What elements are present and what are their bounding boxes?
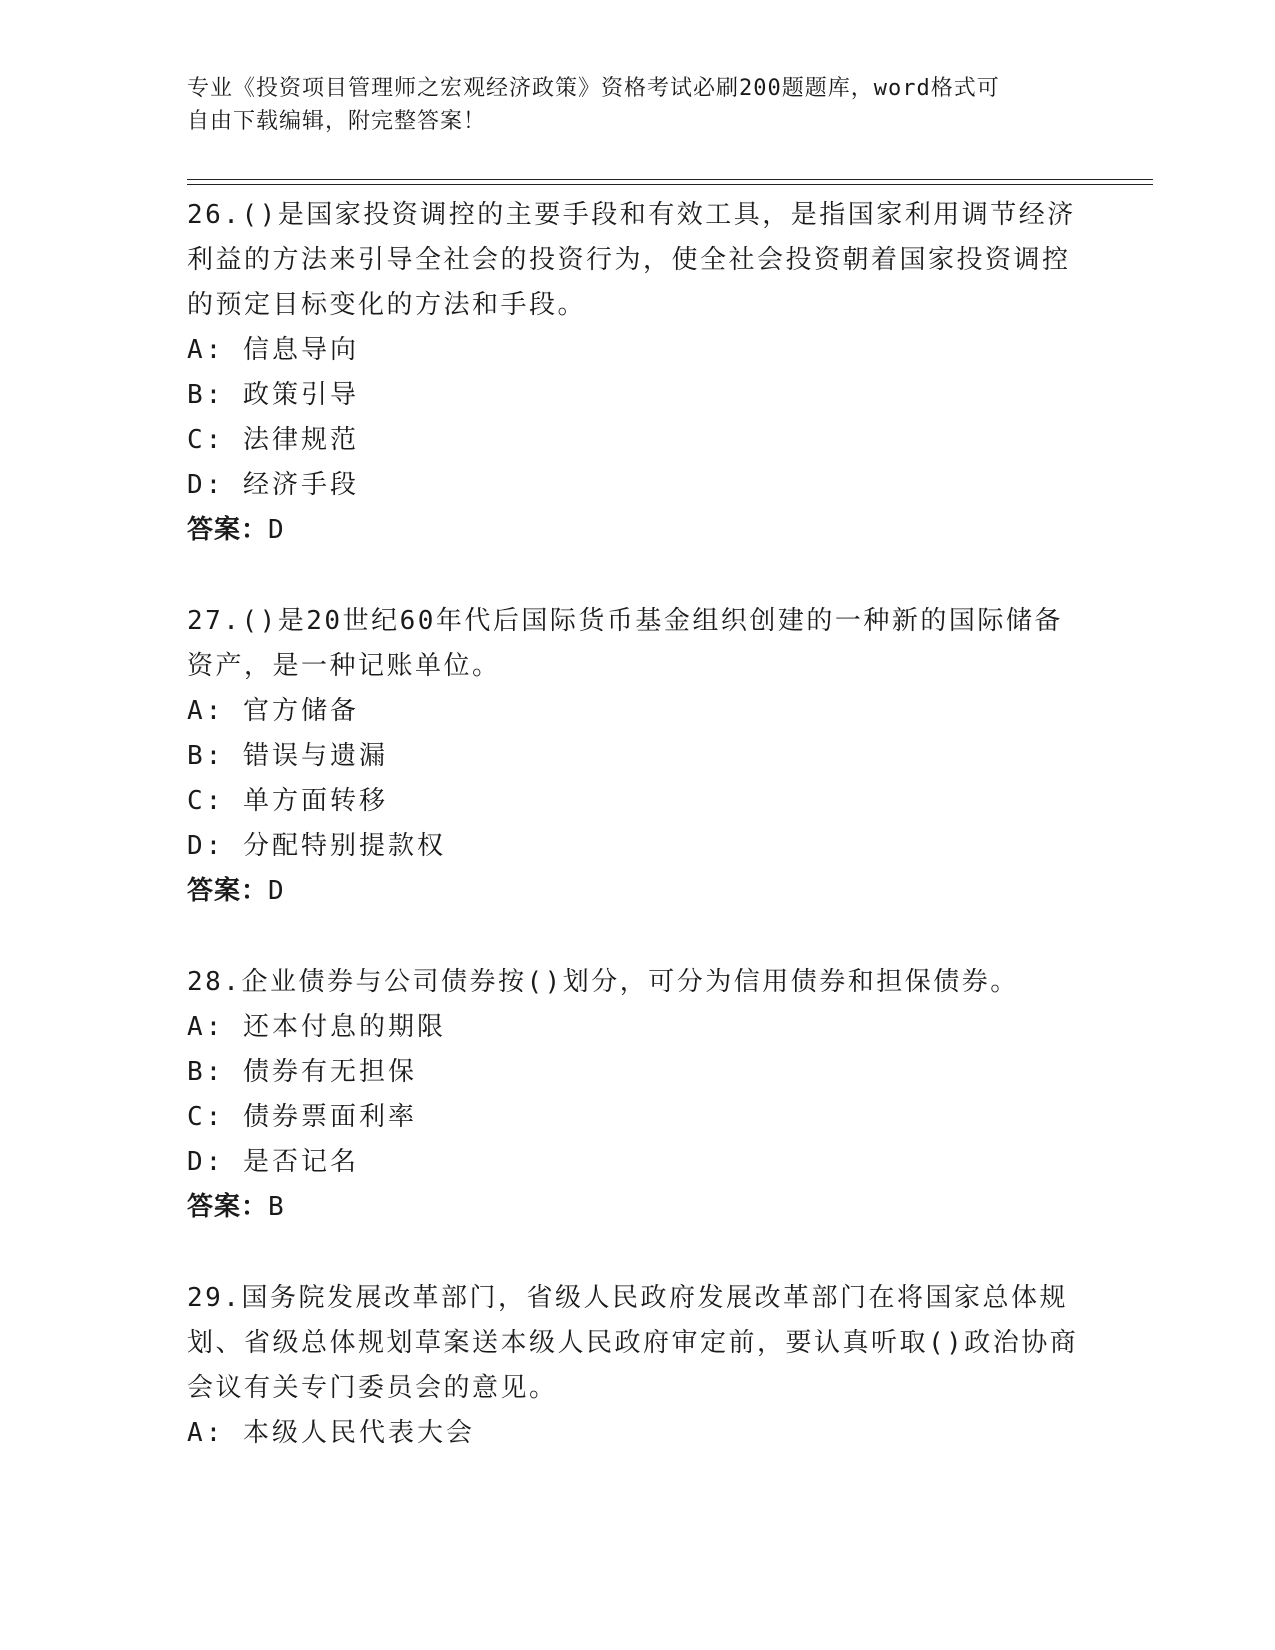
option-b: B: 债券有无担保 bbox=[187, 1057, 417, 1087]
question-26 bbox=[187, 193, 1087, 553]
question-29 bbox=[187, 1276, 1087, 1456]
answer-line bbox=[187, 869, 1087, 914]
question-28 bbox=[187, 960, 1087, 1230]
option-a: A: 官方储备 bbox=[187, 696, 359, 726]
header-divider-top bbox=[187, 179, 1153, 180]
option-c: C: 单方面转移 bbox=[187, 786, 388, 816]
option-d: D: 经济手段 bbox=[187, 470, 359, 500]
question-text: 26.()是国家投资调控的主要手段和有效工具，是指国家利用调节经济利益的方法来引导全社会的投资行为，使全社会投资朝着国家投资调控的预定目标变化的方法和手段。 bbox=[187, 200, 1076, 320]
option-a: A: 信息导向 bbox=[187, 335, 359, 365]
answer-label: 答案： bbox=[187, 1192, 269, 1222]
answer-line bbox=[187, 508, 1087, 553]
answer-line bbox=[187, 1185, 1087, 1230]
option-d: D: 是否记名 bbox=[187, 1147, 359, 1177]
question-27 bbox=[187, 599, 1087, 914]
option-b: B: 政策引导 bbox=[187, 380, 359, 410]
header-line-2: 自由下载编辑，附完整答案！ bbox=[187, 109, 487, 134]
question-text: 28.企业债券与公司债券按()划分，可分为信用债券和担保债券。 bbox=[187, 967, 1019, 997]
answer-value: B bbox=[268, 1192, 285, 1222]
answer-label: 答案： bbox=[187, 515, 269, 545]
document-header bbox=[187, 72, 1067, 138]
question-text: 27.()是20世纪60年代后国际货币基金组织创建的一种新的国际储备资产，是一种记账单位。 bbox=[187, 606, 1063, 681]
answer-value: D bbox=[268, 876, 285, 906]
header-line-1: 专业《投资项目管理师之宏观经济政策》资格考试必刷200题题库，word格式可 bbox=[187, 76, 1000, 101]
option-b: B: 错误与遗漏 bbox=[187, 741, 388, 771]
option-a: A: 还本付息的期限 bbox=[187, 1012, 446, 1042]
answer-label: 答案： bbox=[187, 876, 269, 906]
question-list bbox=[187, 193, 1087, 1502]
option-c: C: 债券票面利率 bbox=[187, 1102, 417, 1132]
option-c: C: 法律规范 bbox=[187, 425, 359, 455]
question-text: 29.国务院发展改革部门，省级人民政府发展改革部门在将国家总体规划、省级总体规划草案送本级人民政府审定前，要认真听取()政治协商会议有关专门委员会的意见。 bbox=[187, 1283, 1079, 1403]
answer-value: D bbox=[268, 515, 285, 545]
header-divider-bottom bbox=[187, 184, 1153, 185]
option-a: A: 本级人民代表大会 bbox=[187, 1418, 475, 1448]
option-d: D: 分配特别提款权 bbox=[187, 831, 446, 861]
